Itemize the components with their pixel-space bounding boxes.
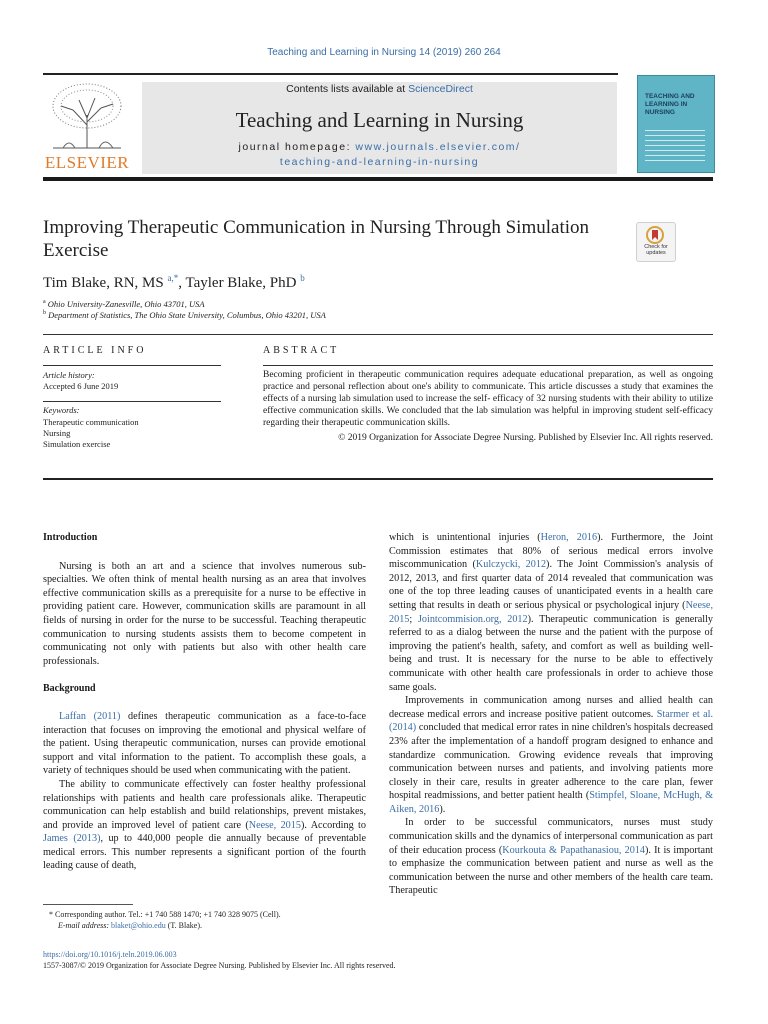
corresponding-author-note: * Corresponding author. Tel.: +1 740 588 1470; +1 740 328 9075 (Cell). bbox=[49, 910, 281, 919]
background-paragraph-2 bbox=[43, 778, 366, 873]
right-column bbox=[389, 531, 713, 898]
affil-a-text: Ohio University-Zanesville, Ohio 43701, USA bbox=[47, 299, 205, 309]
paragraph-text: which is unintentional injuries ( bbox=[389, 532, 541, 543]
history-label: Article history: bbox=[43, 370, 95, 380]
keyword-item: Therapeutic communication bbox=[43, 417, 139, 427]
affil-a-mark: a bbox=[43, 299, 46, 306]
keywords-label: Keywords: bbox=[43, 405, 80, 415]
citation-link[interactable]: Kourkouta & Papathanasiou, 2014 bbox=[502, 844, 645, 856]
paragraph-text: ). The Joint Commission's analysis of 2012, 2013, and first quarter data of 2014 revealed that communication was one of the top three leading causes of unanticipated events in a health care setting that results in death or serious physical or psychological injury ( bbox=[389, 559, 713, 611]
background-paragraph-1 bbox=[43, 710, 366, 778]
author-2-affil[interactable]: b bbox=[300, 273, 305, 283]
affiliation-a bbox=[43, 299, 205, 309]
header-top-rule bbox=[43, 73, 618, 75]
author-2: Tayler Blake, PhD bbox=[185, 275, 301, 291]
paragraph-text: , up to 440,000 people die annually because of preventable medical errors. This number represents a significant portion of the fourth leading cause of death, bbox=[43, 833, 366, 872]
doi-link[interactable]: https://doi.org/10.1016/j.teln.2019.06.003 bbox=[43, 950, 177, 959]
citation-link[interactable]: Starmer et al. (2014) bbox=[389, 708, 714, 734]
email-link[interactable]: blaket@ohio.edu bbox=[111, 921, 166, 930]
paragraph-text: In order to be successful communicators, nurses must study communication skills and the dynamics of interpersonal communication as part of their education process ( bbox=[389, 817, 713, 856]
left-column bbox=[43, 531, 366, 873]
paragraph-text: defines therapeutic communication as a face-to-face interaction that focuses on improving the emotional and physical welfare of the patient. Using therapeutic communication, nurses can provide emotional support and vital information to the patient. To accomplish these goals, a variety of techniques should be used when communicating with the patient. bbox=[43, 710, 366, 777]
journal-homepage bbox=[142, 140, 617, 170]
right-paragraph-1 bbox=[389, 531, 713, 694]
paragraph-text: The ability to communicate effectively can foster healthy professional relationships with patients and health care professionals alike. Therapeutic communication can help establish and build relationships, prevent mistakes, and provide an improved level of patient care ( bbox=[43, 778, 366, 831]
paragraph-text: ). According to bbox=[300, 819, 366, 831]
author-1-affil[interactable]: a,* bbox=[167, 273, 179, 283]
journal-title: Teaching and Learning in Nursing bbox=[235, 108, 524, 132]
paragraph-text: ). It is important to emphasize the communication between patient and nurse as well as the communication between the nurse and other members of the health care team. Therapeutic bbox=[389, 844, 714, 897]
intro-paragraph: Nursing is both an art and a science that involves numerous sub-specialties. We often think of mental health nursing as an area that involves effective communication skills as a prerequisite for a nurse to be effective in providing patient care. However, communication skills are paramount in all fields of nursing in order for the nurse to be successful. Teaching therapeutic communication to nursing students assists them to become competent in communicating not only with patients but also with other health care professionals. bbox=[43, 560, 366, 667]
keyword-item: Simulation exercise bbox=[43, 439, 111, 449]
citation-link[interactable]: Heron, 2016 bbox=[540, 532, 598, 543]
section-rule bbox=[43, 334, 713, 335]
email-label: E-mail address: bbox=[58, 921, 112, 930]
author-1: Tim Blake, RN, MS bbox=[43, 275, 168, 291]
accepted-date: Accepted 6 June 2019 bbox=[43, 381, 119, 391]
email-suffix: (T. Blake). bbox=[165, 921, 202, 930]
cover-title: TEACHING AND LEARNING IN NURSING bbox=[645, 93, 695, 116]
author-separator: , bbox=[178, 275, 186, 291]
affiliation-b bbox=[43, 310, 326, 320]
abstract-copyright: © 2019 Organization for Associate Degree Nursing. Published by Elsevier Inc. All rights reserved. bbox=[338, 433, 713, 443]
email-line bbox=[58, 921, 202, 930]
cover-text-lines bbox=[645, 130, 705, 162]
abstract-text: Becoming proficient in therapeutic communication requires adequate educational preparation, as well as ongoing practice and personal reflection about one's ability to communicate. This article discusses a study that examines the effects of a nursing lab simulation used to increase the self- efficacy of 32 nursing students with their ability to utilize effective communication skills. We concluded that the lab simulation was helpful in improving student self-efficacy regarding their therapeutic communication skills. bbox=[263, 370, 713, 428]
bookmark-ribbon-icon bbox=[646, 226, 664, 244]
keywords-rule bbox=[43, 401, 221, 402]
paragraph-text: concluded that medical error rates in nine children's hospitals decreased 23% after the implementation of a handoff program designed to enhance and standardize communication. Growing evidence reveals that improving communication between nurses and patients, and involving patients more closely in their care, results in greater adherence to the care plan, fewer hospital readmissions, and better patient health ( bbox=[389, 722, 713, 802]
right-paragraph-3 bbox=[389, 816, 713, 898]
contents-prefix: Contents lists available at bbox=[286, 83, 409, 95]
abstract-heading: ABSTRACT bbox=[263, 345, 340, 356]
right-paragraph-2 bbox=[389, 694, 713, 816]
homepage-link-1[interactable]: www.journals.elsevier.com/ bbox=[355, 141, 521, 153]
paragraph-text: ). Therapeutic communication is generally referred to as a dialog between the nurse and the patient with the purpose of improving the patient's health, safety, and comfort as well as building well-being and trust. It is necessary for the nurse to be able to effectively communicate with other health care professionals in order to achieve those same goals. bbox=[389, 613, 713, 693]
check-for-updates-label: Check for updates bbox=[644, 244, 668, 256]
paragraph-text: ). bbox=[439, 803, 446, 815]
abstract-rule bbox=[263, 365, 713, 366]
footnote-rule bbox=[43, 904, 133, 905]
citation-link[interactable]: Stimpfel, Sloane, McHugh, & Aiken, 2016 bbox=[389, 790, 713, 815]
affil-b-mark: b bbox=[43, 310, 46, 317]
homepage-link-2[interactable]: teaching-and-learning-in-nursing bbox=[279, 156, 480, 168]
citation-link[interactable]: James (2013) bbox=[43, 833, 101, 845]
paragraph-text: ; bbox=[409, 613, 418, 625]
issn-copyright: 1557-3087/© 2019 Organization for Associate Degree Nursing. Published by Elsevier Inc. All rights reserved. bbox=[43, 961, 396, 970]
background-heading: Background bbox=[43, 683, 96, 695]
elsevier-wordmark: ELSEVIER bbox=[44, 153, 130, 172]
header-bottom-rule bbox=[43, 177, 713, 181]
introduction-heading: Introduction bbox=[43, 532, 98, 543]
body-top-rule bbox=[43, 478, 713, 480]
citation-link[interactable]: Neese, 2015 bbox=[248, 819, 301, 831]
citation-link[interactable]: Kulczycki, 2012 bbox=[475, 559, 547, 571]
article-info-rule bbox=[43, 365, 221, 366]
citation-link[interactable]: Jointcommision.org, 2012 bbox=[417, 613, 528, 625]
homepage-prefix: journal homepage: bbox=[238, 141, 356, 153]
paragraph-text: ). Furthermore, the Joint Commission estimates that 80% of serious medical errors involve miscommunication ( bbox=[389, 532, 713, 571]
citation-link[interactable]: Laffan (2011) bbox=[59, 710, 121, 722]
citation-link[interactable]: Neese, 2015 bbox=[389, 599, 713, 625]
paper-title: Improving Therapeutic Communication in Nursing Through Simulation Exercise bbox=[43, 217, 590, 261]
sciencedirect-link[interactable]: ScienceDirect bbox=[408, 83, 473, 95]
paragraph-text: Improvements in communication among nurses and allied health can decrease medical errors and increase positive patient outcomes. bbox=[389, 695, 713, 720]
affil-b-text: Department of Statistics, The Ohio State University, Columbus, Ohio 43201, USA bbox=[48, 310, 326, 320]
keyword-item: Nursing bbox=[43, 428, 71, 438]
article-info-heading: ARTICLE INFO bbox=[43, 345, 147, 356]
author-list bbox=[43, 273, 305, 292]
contents-line bbox=[142, 83, 617, 95]
journal-citation[interactable]: Teaching and Learning in Nursing 14 (2019) 260 264 bbox=[267, 47, 501, 58]
